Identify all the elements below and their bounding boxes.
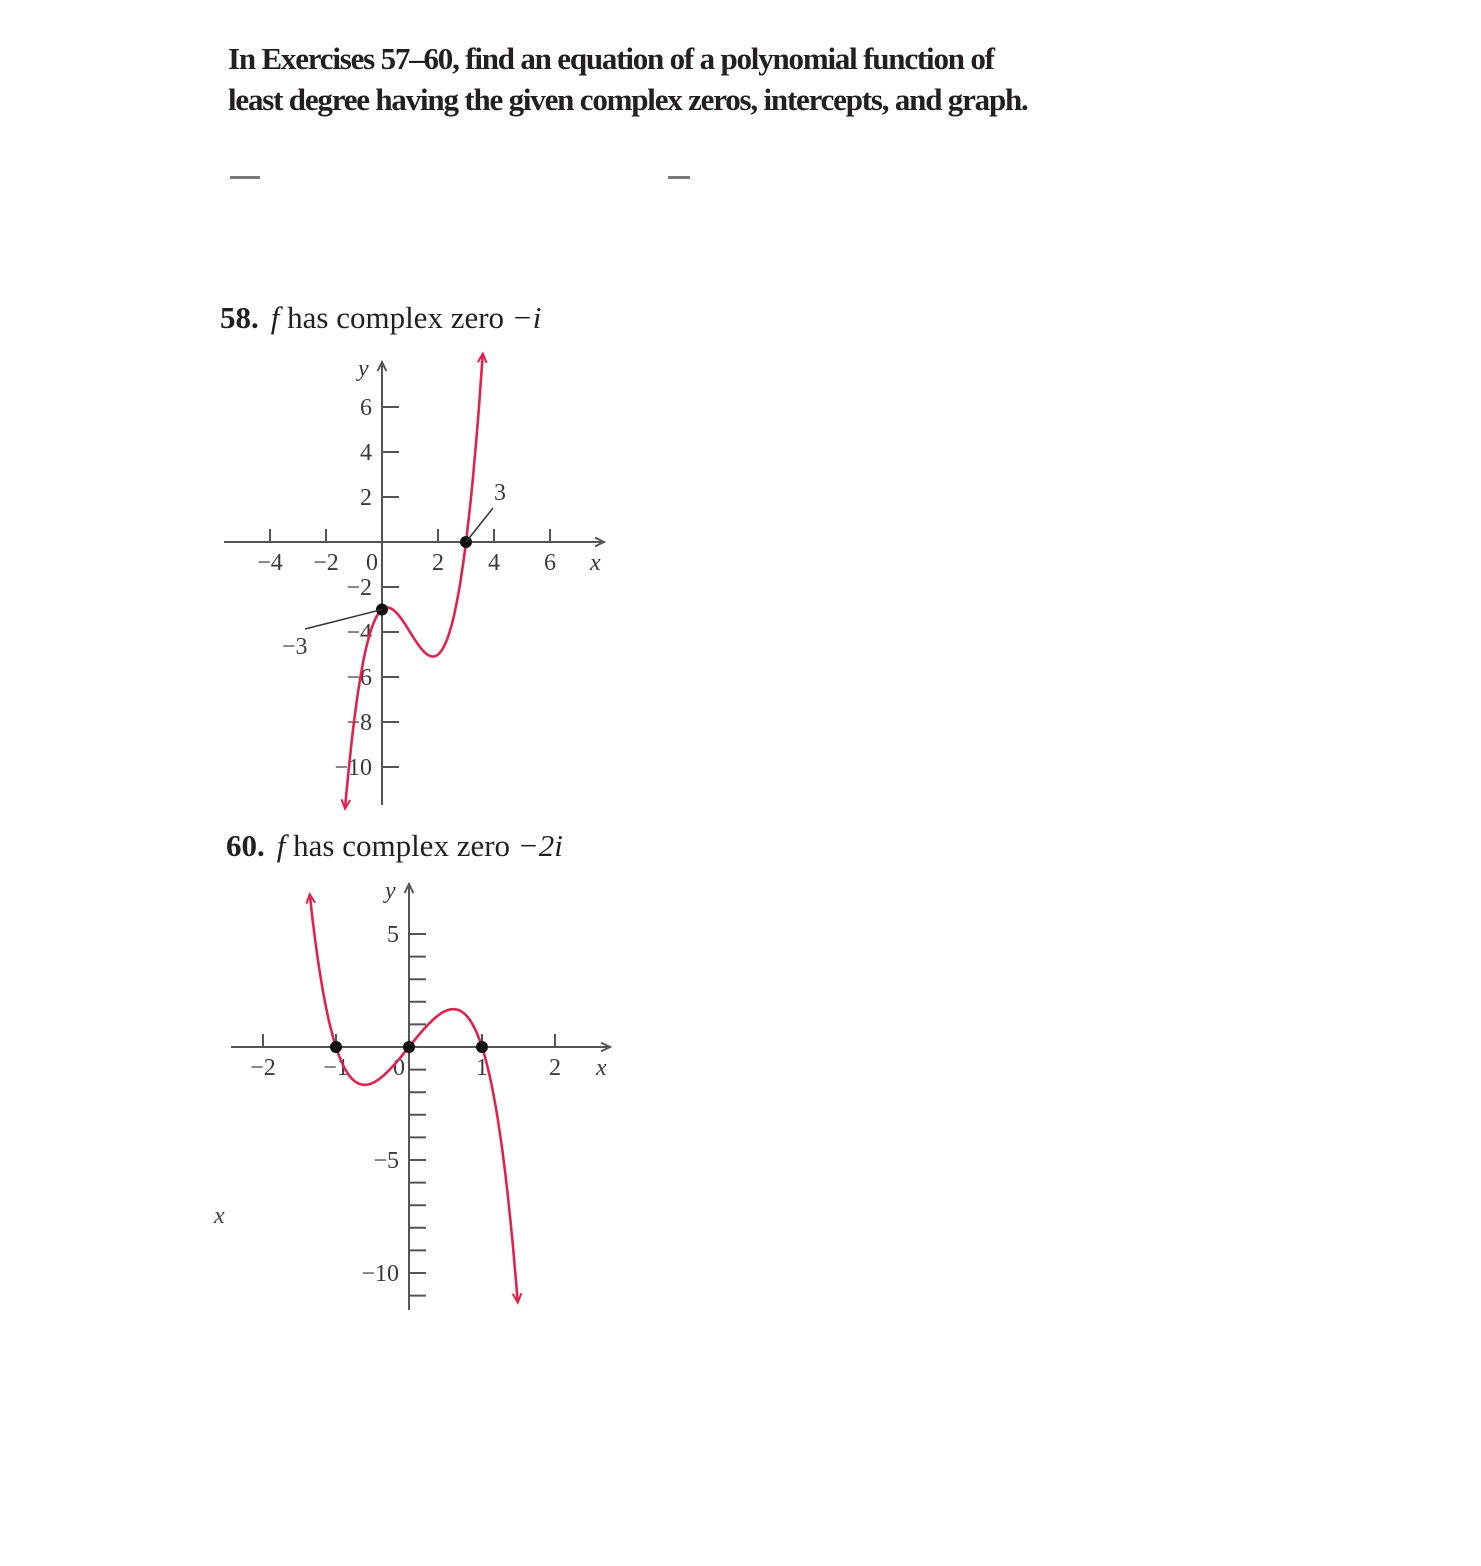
y-tick-label: −6 [346, 665, 372, 691]
x-tick-label: 4 [488, 550, 500, 576]
y-axis-label: y [358, 356, 369, 382]
intercept-point [403, 1041, 415, 1053]
y-tick-label: −5 [373, 1148, 399, 1174]
x-tick-label: −1 [323, 1055, 349, 1081]
point-label: −3 [282, 634, 308, 660]
point-label: 3 [494, 480, 506, 506]
function-name: f [270, 300, 280, 335]
x-axis-label: x [590, 550, 601, 576]
polynomial-curve [310, 894, 518, 1302]
intercept-point [476, 1041, 488, 1053]
x-tick-label: 2 [549, 1055, 561, 1081]
instructions: In Exercises 57–60, find an equation of a polynomial function of least degree having the given complex zeros, intercepts, and graph. [228, 41, 1028, 117]
x-tick-label: 1 [476, 1055, 488, 1081]
x-axis-label: x [596, 1055, 607, 1081]
complex-zero: −2i [517, 828, 563, 863]
y-tick-label: −10 [361, 1261, 399, 1287]
y-tick-label: −2 [346, 575, 372, 601]
x-tick-label: 6 [544, 550, 556, 576]
exercise-number: 60. [226, 828, 265, 863]
x-tick-label: −2 [250, 1055, 276, 1081]
y-tick-label: −8 [346, 710, 372, 736]
x-tick-label: 0 [393, 1055, 405, 1081]
y-tick-label: 6 [360, 395, 372, 421]
y-tick-label: 2 [360, 485, 372, 511]
complex-zero: −i [511, 300, 542, 335]
heading-text: has complex zero [279, 300, 512, 335]
stray-x-label: x [214, 1203, 225, 1229]
exercise-number: 58. [220, 300, 259, 335]
heading-text: has complex zero [285, 828, 518, 863]
function-name: f [276, 828, 286, 863]
y-tick-label: −10 [334, 755, 372, 781]
y-axis-label: y [385, 878, 396, 904]
y-tick-label: 4 [360, 440, 372, 466]
x-tick-label: 2 [432, 550, 444, 576]
x-tick-label: 0 [366, 550, 378, 576]
y-tick-label: 5 [387, 922, 399, 948]
y-tick-label: −4 [346, 620, 372, 646]
intercept-point [330, 1041, 342, 1053]
x-tick-label: −4 [257, 550, 283, 576]
x-tick-label: −2 [313, 550, 339, 576]
